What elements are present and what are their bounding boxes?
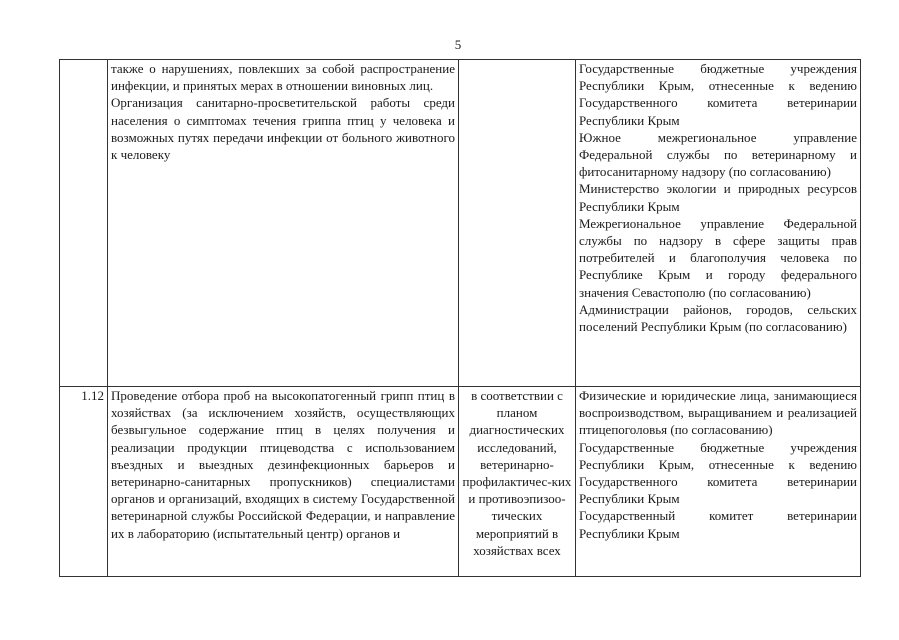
action-cell <box>108 387 459 577</box>
action-paragraph: Проведение отбора проб на высокопатогенный грипп птиц в хозяйствах (за исключением хозяйств, осуществляющих безвыгульное содержание птиц в целях получения и реализации продукции птицеводства с использованием въездных и выездных дезинфекционных барьеров и ветеринарно-санитарных пропускников) специалистами органов и организаций, входящих в систему Государственной ветеринарной службы Российской Федерации, и направление их в лабораторию (испытательный центр) органов и <box>111 388 455 541</box>
executors-cell <box>576 387 861 577</box>
term-cell <box>459 60 576 387</box>
executor-entry: Государственные бюджетные учреждения Республики Крым, отнесенные к ведению Государственного комитета ветеринарии Республики Крым <box>579 439 857 507</box>
action-paragraph: Организация санитарно-просветительской работы среди населения о симптомах течения гриппа птиц у человека и возможных путях передачи инфекции от больного животного к человеку <box>111 95 455 163</box>
measures-table <box>59 59 861 577</box>
action-paragraph: также о нарушениях, повлекших за собой распространение инфекции, и принятых мерах в отношении виновных лиц. <box>111 61 455 94</box>
executor-entry: Государственный комитет ветеринарии Республики Крым <box>579 508 857 541</box>
executor-entry: Физические и юридические лица, занимающиеся воспроизводством, выращиванием и реализацией птицепоголовья (по согласованию) <box>579 388 857 438</box>
executor-entry: Министерство экологии и природных ресурсов Республики Крым <box>579 181 857 214</box>
table-row <box>60 387 861 577</box>
row-number <box>60 60 108 387</box>
row-number: 1.12 <box>60 387 108 577</box>
page-number: 5 <box>454 37 462 52</box>
executor-entry: Межрегиональное управление Федеральной службы по надзору в сфере защиты прав потребителей и благополучия человека по Республике Крым и городу федерального значения Севастополю (по согласованию) <box>579 215 857 300</box>
executors-cell <box>576 60 861 387</box>
executor-entry: Администрации районов, городов, сельских поселений Республики Крым (по согласованию) <box>579 301 857 335</box>
term-cell: в соответствии с планом диагностических исследований, ветеринарно-профилактичес-ких и противоэпизоо-тических мероприятий в хозяйствах всех <box>459 387 576 577</box>
executor-entry: Государственные бюджетные учреждения Республики Крым, отнесенные к ведению Государственного комитета ветеринарии Республики Крым <box>579 61 857 128</box>
executor-entry: Южное межрегиональное управление Федеральной службы по ветеринарному и фитосанитарному надзору (по согласованию) <box>579 129 857 180</box>
table-row <box>60 60 861 387</box>
action-cell <box>108 60 459 387</box>
